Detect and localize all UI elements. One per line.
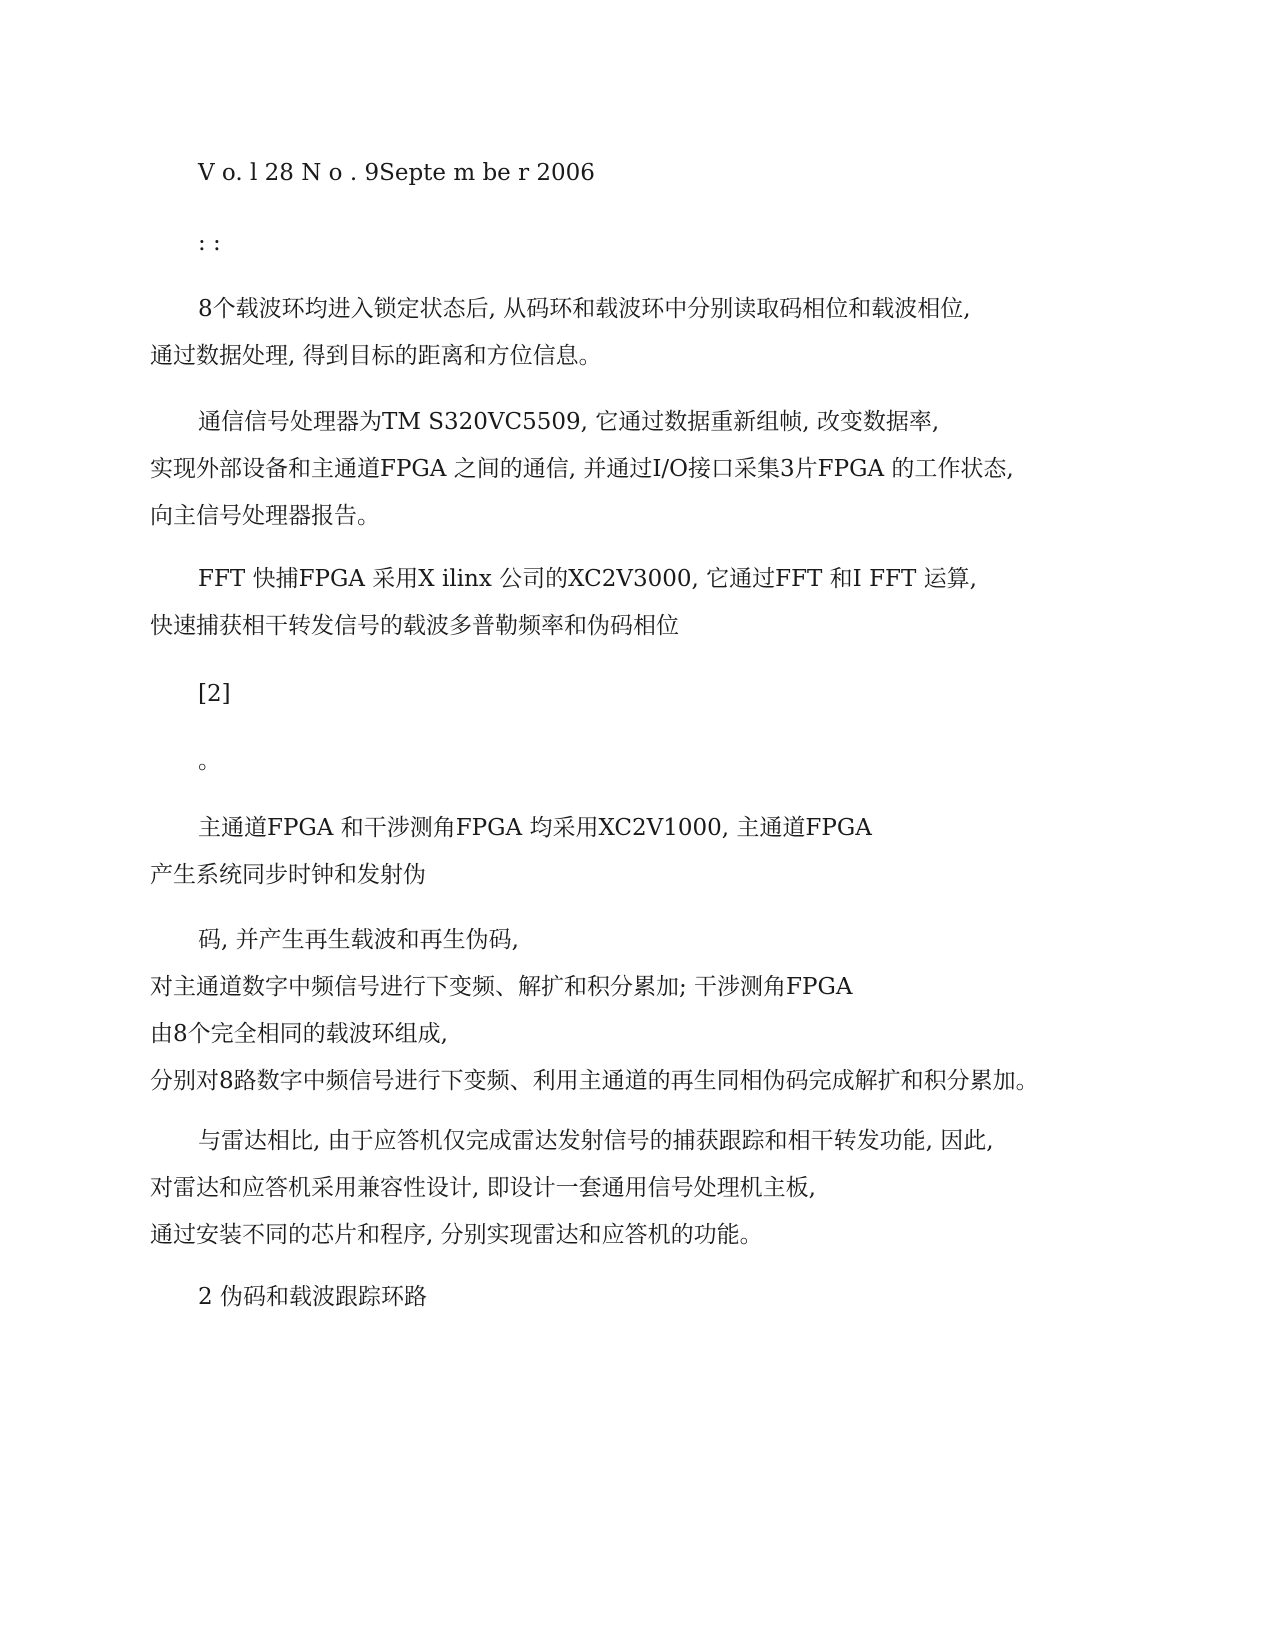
paragraph-line: 由8个完全相同的载波环组成,: [150, 1021, 448, 1047]
period-line: [150, 738, 1150, 785]
period-text: 。: [198, 748, 221, 774]
journal-header: [150, 150, 1150, 197]
paragraph-1: [150, 286, 1150, 380]
paragraph-line: 与雷达相比, 由于应答机仅完成雷达发射信号的捕获跟踪和相干转发功能, 因此,: [198, 1128, 994, 1154]
paragraph-line: 8个载波环均进入锁定状态后, 从码环和载波环中分别读取码相位和载波相位,: [198, 296, 971, 322]
paragraph-line: 码, 并产生再生载波和再生伪码,: [198, 927, 519, 953]
paragraph-2: [150, 399, 1150, 540]
paragraph-5: [150, 917, 1150, 1105]
paragraph-6: [150, 1118, 1150, 1259]
paragraph-line: 对主通道数字中频信号进行下变频、解扩和积分累加; 干涉测角FPGA: [150, 974, 853, 1000]
paragraph-line: 向主信号处理器报告。: [150, 503, 380, 529]
paragraph-line: 通过数据处理, 得到目标的距离和方位信息。: [150, 343, 602, 369]
paragraph-line: 快速捕获相干转发信号的载波多普勒频率和伪码相位: [150, 613, 679, 639]
colons-text: : :: [198, 230, 221, 256]
section-heading: [150, 1274, 1150, 1321]
paragraph-line: 主通道FPGA 和干涉测角FPGA 均采用XC2V1000, 主通道FPGA: [198, 815, 872, 841]
paragraph-line: 通过安装不同的芯片和程序, 分别实现雷达和应答机的功能。: [150, 1222, 763, 1248]
paragraph-line: 分别对8路数字中频信号进行下变频、利用主通道的再生同相伪码完成解扩和积分累加。: [150, 1068, 1039, 1094]
citation-reference: [150, 671, 1150, 718]
header-colons: [150, 220, 1150, 267]
paragraph-line: 实现外部设备和主通道FPGA 之间的通信, 并通过I/O接口采集3片FPGA 的工作状态,: [150, 456, 1014, 482]
paragraph-3: [150, 556, 1150, 650]
citation-text: [2]: [198, 681, 231, 707]
journal-volume-line: V o. l 28 N o . 9Septe m be r 2006: [198, 160, 595, 186]
paragraph-line: 对雷达和应答机采用兼容性设计, 即设计一套通用信号处理机主板,: [150, 1175, 816, 1201]
paragraph-line: 通信信号处理器为TM S320VC5509, 它通过数据重新组帧, 改变数据率,: [198, 409, 940, 435]
section-title: 2 伪码和载波跟踪环路: [198, 1284, 427, 1310]
paragraph-line: FFT 快捕FPGA 采用X ilinx 公司的XC2V3000, 它通过FFT 和I FFT 运算,: [198, 566, 977, 592]
paragraph-4: [150, 805, 1150, 899]
paragraph-line: 产生系统同步时钟和发射伪: [150, 862, 426, 888]
